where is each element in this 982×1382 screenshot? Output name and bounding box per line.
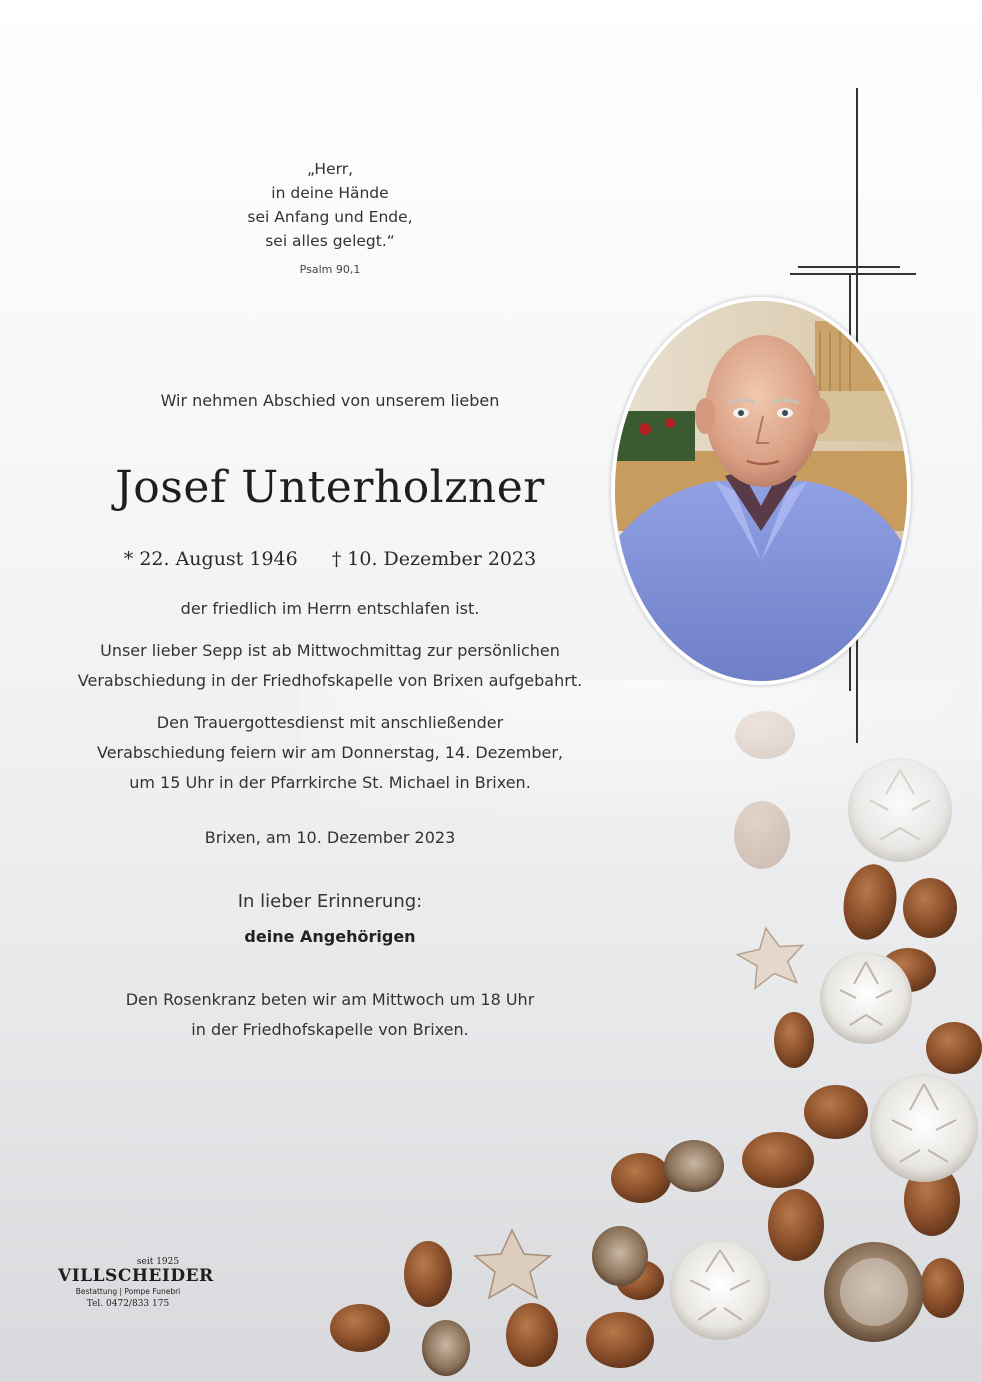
death-date: † 10. Dezember 2023 xyxy=(331,548,537,570)
funeral-home-logo xyxy=(58,1257,214,1309)
quote-line: in deine Hände xyxy=(271,184,389,202)
logo-name: VILLSCHEIDER xyxy=(58,1266,214,1286)
viewing-line: Unser lieber Sepp ist ab Mittwochmittag zur persönlichen xyxy=(100,641,560,660)
service-line: Verabschiedung feiern wir am Donnerstag, 14. Dezember, xyxy=(96,743,564,762)
service-line: Den Trauergottesdienst mit anschließender xyxy=(156,713,504,732)
quote-source: Psalm 90,1 xyxy=(299,263,361,276)
quote-line: sei Anfang und Ende, xyxy=(247,208,413,226)
viewing-paragraph xyxy=(40,636,620,696)
cross-icon-horizontal xyxy=(790,273,916,275)
service-paragraph xyxy=(40,708,620,798)
portrait-photo xyxy=(615,301,907,681)
rosary-paragraph xyxy=(40,985,620,1045)
life-dates xyxy=(40,548,620,570)
viewing-line: Verabschiedung in der Friedhofskapelle von Brixen aufgebahrt. xyxy=(77,671,583,690)
logo-phone: Tel. 0472/833 175 xyxy=(86,1299,170,1309)
portrait-illustration xyxy=(615,301,907,681)
service-line: um 15 Uhr in der Pfarrkirche St. Michael in Brixen. xyxy=(129,773,531,792)
place-and-date: Brixen, am 10. Dezember 2023 xyxy=(204,828,456,847)
rosary-line: Den Rosenkranz beten wir am Mittwoch um 18 Uhr xyxy=(125,990,535,1009)
logo-established: seit 1925 xyxy=(136,1257,180,1267)
passing-line: der friedlich im Herrn entschlafen ist. xyxy=(180,599,480,618)
quote-line: „Herr, xyxy=(306,160,354,178)
rosary-line: in der Friedhofskapelle von Brixen. xyxy=(191,1020,469,1039)
psalm-quote xyxy=(170,157,490,253)
memory-label: In lieber Erinnerung: xyxy=(237,891,423,912)
deceased-name: Josef Unterholzner xyxy=(115,462,545,513)
family-signature: deine Angehörigen xyxy=(244,927,416,946)
logo-subtitle: Bestattung | Pompe Funebri xyxy=(75,1287,181,1296)
birth-date: * 22. August 1946 xyxy=(123,548,298,570)
quote-line: sei alles gelegt.“ xyxy=(265,232,395,250)
cross-icon-horizontal-short xyxy=(798,266,900,268)
intro-line: Wir nehmen Abschied von unserem lieben xyxy=(160,391,500,410)
